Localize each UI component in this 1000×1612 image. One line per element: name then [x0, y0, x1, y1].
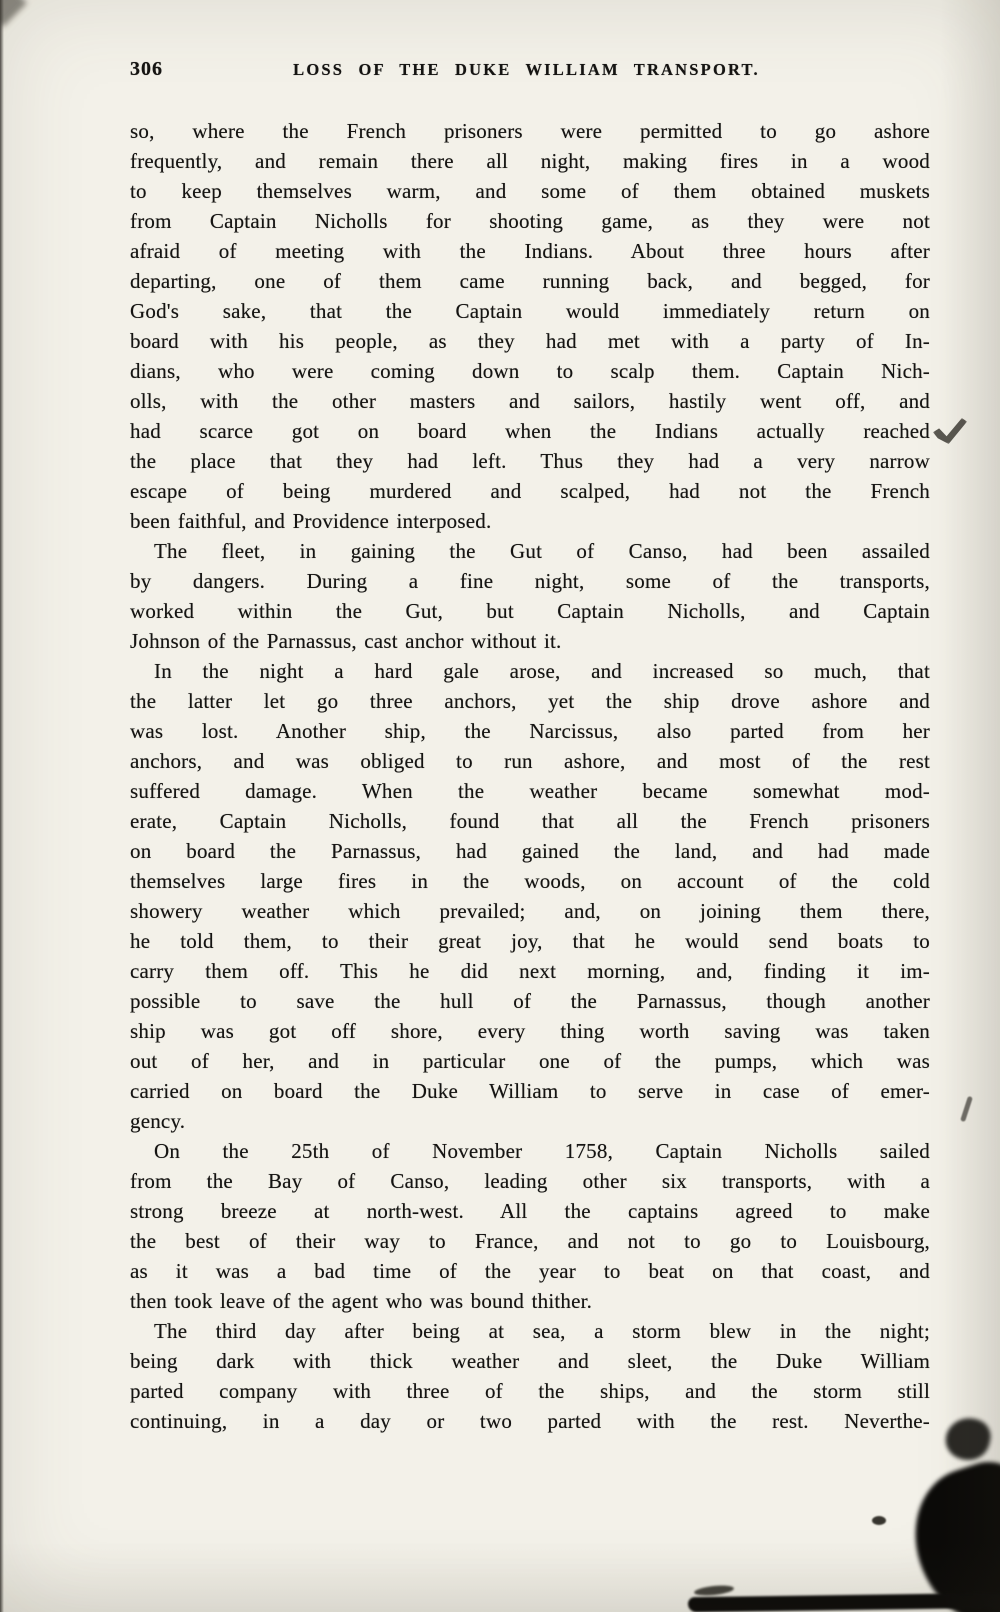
text-line: carried on board the Duke William to serve in case of emer- — [130, 1079, 930, 1103]
text-line: On the 25th of November 1758, Captain Nicholls sailed — [154, 1139, 930, 1163]
text-line: by dangers. During a fine night, some of the transports, — [130, 569, 930, 593]
text-line: been faithful, and Providence interposed. — [130, 509, 492, 533]
text-line: then took leave of the agent who was bound thither. — [130, 1289, 593, 1313]
text-line: departing, one of them came running back, and begged, for — [130, 269, 930, 293]
text-line: ship was got off shore, every thing worth saving was taken — [130, 1019, 930, 1043]
text-line: as it was a bad time of the year to beat on that coast, and — [130, 1259, 930, 1283]
scan-gutter-edge — [0, 0, 4, 1612]
text-line: dians, who were coming down to scalp them. Captain Nich- — [130, 359, 930, 383]
page-number: 306 — [130, 58, 163, 80]
text-line: The third day after being at sea, a storm blew in the night; — [154, 1319, 930, 1343]
text-line: on board the Parnassus, had gained the land, and had made — [130, 839, 930, 863]
page-body — [130, 116, 930, 1436]
text-line: out of her, and in particular one of the pumps, which was — [130, 1049, 930, 1073]
text-line: showery weather which prevailed; and, on joining them there, — [130, 899, 930, 923]
ink-blot — [942, 1414, 994, 1464]
text-line: board with his people, as they had met with a party of In- — [130, 329, 930, 353]
ink-mark-top-left — [0, 0, 27, 27]
text-line: was lost. Another ship, the Narcissus, also parted from her — [130, 719, 930, 743]
text-line: the latter let go three anchors, yet the ship drove ashore and — [130, 689, 930, 713]
text-line: being dark with thick weather and sleet, the Duke William — [130, 1349, 930, 1373]
text-line: anchors, and was obliged to run ashore, and most of the rest — [130, 749, 930, 773]
running-title: LOSS OF THE DUKE WILLIAM TRANSPORT. — [293, 60, 760, 79]
text-line: frequently, and remain there all night, making fires in a wood — [130, 149, 930, 173]
page-shading-bottom — [0, 1542, 1000, 1612]
ink-smudge-right-margin — [933, 418, 967, 444]
text-line: from the Bay of Canso, leading other six transports, with a — [130, 1169, 930, 1193]
text-line: God's sake, that the Captain would immediately return on — [130, 299, 930, 323]
text-line: themselves large fires in the woods, on account of the cold — [130, 869, 930, 893]
text-line: escape of being murdered and scalped, had not the French — [130, 479, 930, 503]
text-line: strong breeze at north-west. All the captains agreed to make — [130, 1199, 930, 1223]
ink-tick-right-margin — [960, 1096, 973, 1122]
text-line: from Captain Nicholls for shooting game, as they were not — [130, 209, 930, 233]
text-line: he told them, to their great joy, that he would send boats to — [130, 929, 930, 953]
text-line: parted company with three of the ships, and the storm still — [130, 1379, 930, 1403]
text-line: continuing, in a day or two parted with the rest. Neverthe- — [130, 1409, 930, 1433]
ink-streak-bottom — [688, 1593, 1000, 1612]
text-line: gency. — [130, 1109, 186, 1133]
text-line: possible to save the hull of the Parnassus, though another — [130, 989, 930, 1013]
page-shading-right — [940, 0, 1000, 1612]
text-line: In the night a hard gale arose, and increased so much, that — [154, 659, 930, 683]
text-line: erate, Captain Nicholls, found that all the French prisoners — [130, 809, 930, 833]
text-line: worked within the Gut, but Captain Nicholls, and Captain — [130, 599, 930, 623]
text-line: Johnson of the Parnassus, cast anchor without it. — [130, 629, 562, 653]
text-line: so, where the French prisoners were permitted to go ashore — [130, 119, 930, 143]
text-line: the place that they had left. Thus they had a very narrow — [130, 449, 930, 473]
ink-dot — [872, 1516, 886, 1525]
page-header — [130, 58, 930, 81]
text-line: suffered damage. When the weather became somewhat mod- — [130, 779, 930, 803]
ink-streak-small — [694, 1584, 735, 1597]
text-line: afraid of meeting with the Indians. About three hours after — [130, 239, 930, 263]
text-line: carry them off. This he did next morning, and, finding it im- — [130, 959, 930, 983]
text-line: to keep themselves warm, and some of them obtained muskets — [130, 179, 930, 203]
text-line: olls, with the other masters and sailors, hastily went off, and — [130, 389, 930, 413]
text-line: the best of their way to France, and not to go to Louisbourg, — [130, 1229, 930, 1253]
ink-blot-bottom-corner — [896, 1450, 1000, 1612]
text-line: had scarce got on board when the Indians actually reached — [130, 419, 930, 443]
text-line: The fleet, in gaining the Gut of Canso, had been assailed — [154, 539, 930, 563]
